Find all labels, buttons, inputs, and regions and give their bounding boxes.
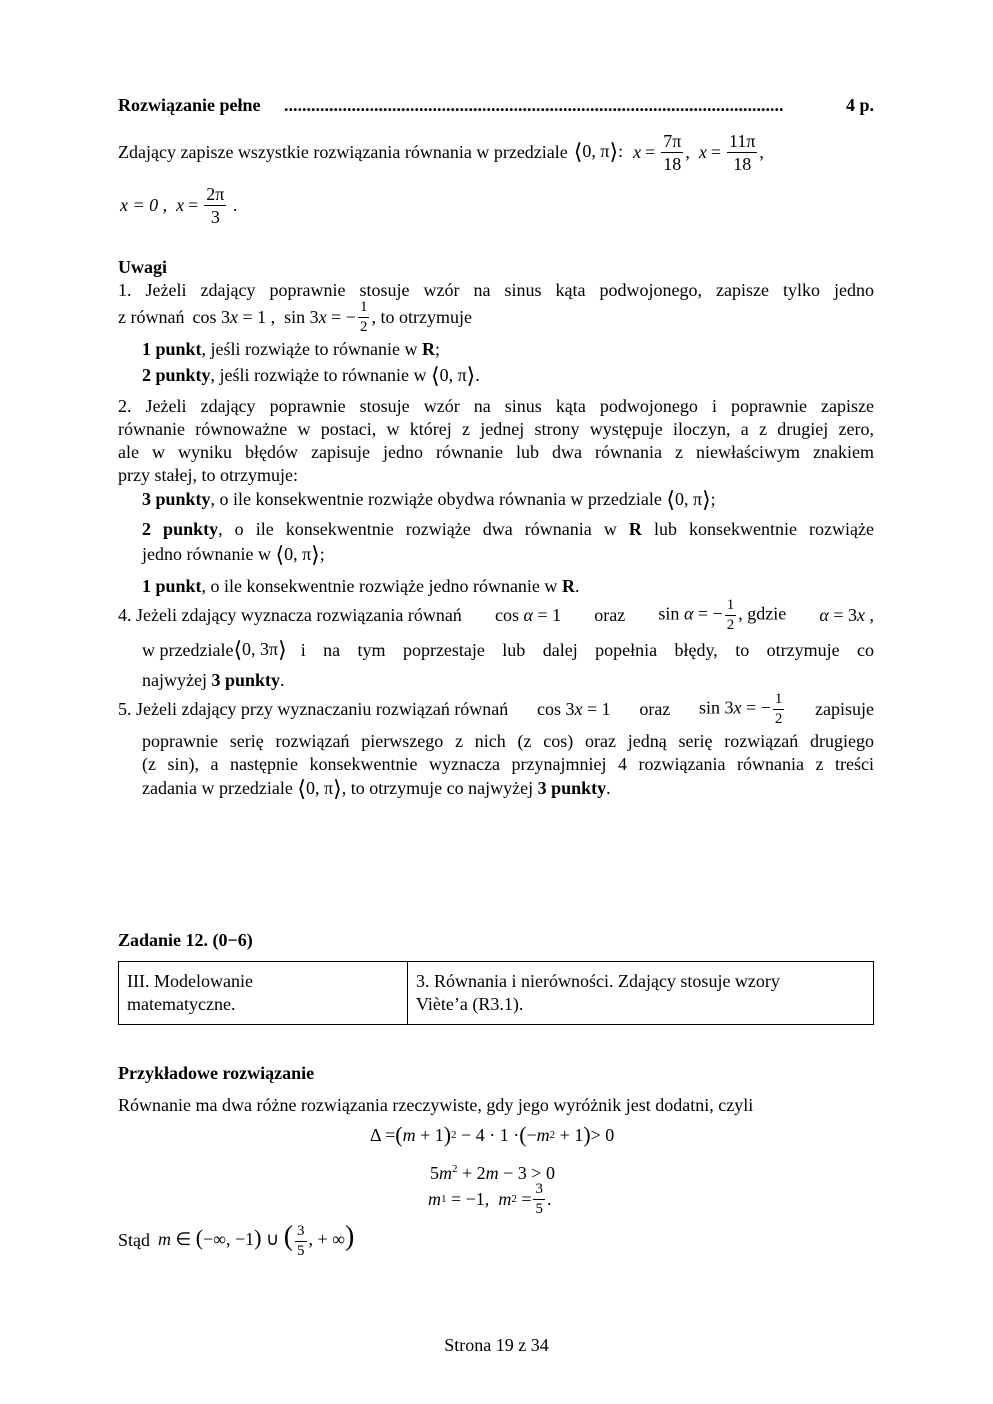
uwagi-item1-sub2: 2 punkty, jeśli rozwiąże to równanie w ⟨0, π⟩. <box>142 363 480 388</box>
item2-sub1-bold: 3 punkty <box>142 489 211 509</box>
section-heading-row <box>118 94 874 116</box>
roots-line: m 1 = −1, m 2 = $\frac{3}{5}$ . <box>428 1180 552 1217</box>
sol1-num: 7π <box>663 130 682 151</box>
solution-fraction-2 <box>727 132 757 173</box>
item1-sub1-bold: 1 punkt <box>142 339 202 359</box>
uwagi-item2-sub1: 3 punkty, o ile konsekwentnie rozwiąże obydwa równania w przedziale ⟨0, π⟩; <box>142 487 716 512</box>
uwagi-item2-sub3: 1 punkt, o ile konsekwentnie rozwiąże jedno równanie w R. <box>142 576 580 596</box>
uwagi-item4-line1: 4. Jeżeli zdający wyznacza rozwiązania równań cos α = 1 oraz sin α = − $\frac{1}{2}$ , gdzie α = 3x , <box>118 596 874 633</box>
item4-line3-bold: 3 punkty <box>211 670 281 690</box>
item4-line3-a: najwyżej <box>142 670 207 690</box>
item1-sub2-rest: , jeśli rozwiąże to równanie w <box>210 365 427 385</box>
uwagi-item1-sub1: 1 punkt, jeśli rozwiąże to równanie w R; <box>142 339 440 359</box>
item4-gdzie: , gdzie <box>738 603 787 624</box>
task-area-cell <box>119 962 408 1025</box>
uwagi-heading: Uwagi <box>118 257 167 277</box>
solution-fraction-4 <box>204 185 226 226</box>
interval: ⟨0, π⟩: <box>573 139 624 164</box>
sol2-num: 11π <box>728 130 756 151</box>
uwagi-item2-sub2 <box>142 518 874 540</box>
item5-line4-a: zadania w przedziale <box>142 778 293 798</box>
uwagi-item5-line2: poprawnie serię rozwiązań pierwszego z nich (z cos) oraz jedną serię rozwiązań drugiego <box>142 731 874 751</box>
conclusion-line: Stąd m ∈ (−∞, −1) ∪ ( $\frac{3}{5}$ , + ∞) <box>118 1221 355 1259</box>
uwagi-item2-line4: przy stałej, to otrzymuje: <box>118 465 298 485</box>
uwagi-item4-line3: najwyżej 3 punkty. <box>142 670 285 690</box>
solution-line1: Równanie ma dwa różne rozwiązania rzeczywiste, gdy jego wyróżnik jest dodatni, czyli <box>118 1095 754 1115</box>
item5-oraz: oraz <box>639 698 671 719</box>
sol4-den: 3 <box>210 206 220 227</box>
item1-sub1-R: R <box>421 339 435 359</box>
item5-text-a: 5. Jeżeli zdający przy wyznaczaniu rozwiązań równań <box>118 698 509 719</box>
item2-sub1-rest: , o ile konsekwentnie rozwiąże obydwa równania w przedziale <box>210 489 662 509</box>
item5-zapisuje: zapisuje <box>815 698 874 719</box>
sol4-num: 2π <box>206 183 225 204</box>
sol2-den: 18 <box>733 153 752 174</box>
section-heading: Rozwiązanie pełne <box>118 95 261 115</box>
var-x: x <box>633 141 642 162</box>
task-requirement-cell <box>408 962 874 1025</box>
task-req-line1: 3. Równania i nierówności. Zdający stosuje wzory <box>416 971 780 991</box>
solutions-line-2: x = 0 , x = $\frac{2\pi}{3}$ . <box>120 183 238 227</box>
interval-text: 0, π <box>582 141 610 161</box>
item5-line4-b: , to otrzymuje co najwyżej <box>341 778 534 798</box>
uwagi-item5-line3: (z sin), a następnie konsekwentnie wyznacza przynajmniej 4 rozwiązania równania z treści <box>142 754 874 774</box>
points-label: 4 p. <box>845 95 874 115</box>
dot-leader: ............................................................................................................... <box>284 95 784 115</box>
item4-text-a: 4. Jeżeli zdający wyznacza rozwiązania równań <box>118 604 462 625</box>
uwagi-item1-line2: z równań cos 3x = 1 , sin 3x = − $\frac{1}{2}$ , to otrzymuje <box>118 298 472 335</box>
task-req-line2: Viète’a (R3.1). <box>416 994 524 1014</box>
item2-sub2-bold: 2 punkty <box>142 519 219 539</box>
item2-sub3-rest: , o ile konsekwentnie rozwiąże jedno równanie w <box>201 576 558 596</box>
uwagi-item4-line2: w przedziale ⟨0, 3π⟩ i na tym poprzestaje lub dalej popełnia błędy, to otrzymuje co <box>142 637 874 662</box>
solutions-line: Zdający zapisze wszystkie rozwiązania równania w przedziale ⟨0, π⟩: x = $\frac{7\pi}{18}$ , x = $\frac{11\pi}{18}$ , <box>118 130 764 174</box>
uwagi-item5-line1: 5. Jeżeli zdający przy wyznaczaniu rozwiązań równań cos 3x = 1 oraz sin 3x = − $\frac{1}{2}$ zapisuje <box>118 690 874 727</box>
conclusion-text: Stąd <box>118 1229 151 1250</box>
item4-line2-b: i na tym poprzestaje lub dalej popełnia błędy, to otrzymuje co <box>300 639 874 660</box>
uwagi-item2-line1: 2. Jeżeli zdający poprawnie stosuje wzór na sinus kąta podwojonego i poprawnie zapisze <box>118 396 874 416</box>
quadratic-inequality: $5m^2 + 2m - 3 > 0$ <box>430 1163 555 1183</box>
task-info-table <box>118 961 874 1025</box>
uwagi-item5-line4: zadania w przedziale ⟨0, π⟩, to otrzymuje co najwyżej 3 punkty. <box>142 776 611 801</box>
item1-sub1-rest: , jeśli rozwiąże to równanie w <box>201 339 418 359</box>
intro-text: Zdający zapisze wszystkie rozwiązania równania w przedziale <box>118 141 568 162</box>
item1-sub2-bold: 2 punkty <box>142 365 211 385</box>
item1-text-a: z równań <box>118 306 185 327</box>
task-heading: Zadanie 12. (0−6) <box>118 930 253 950</box>
item4-oraz: oraz <box>594 604 626 625</box>
item1-text-b: , to otrzymuje <box>371 306 472 327</box>
discriminant-equation: Δ = ( m + 1 ) 2 − 4 · 1 · ( − m 2 + 1 ) > 0 <box>370 1122 615 1147</box>
item2-sub3-bold: 1 punkt <box>142 576 202 596</box>
page-footer: Strona 19 z 34 <box>444 1335 549 1355</box>
solution-heading: Przykładowe rozwiązanie <box>118 1063 315 1083</box>
solution-fraction-1 <box>661 132 683 173</box>
item2-sub3-R: R <box>561 576 575 596</box>
sol1-den: 18 <box>663 153 682 174</box>
task-area-line1: III. Modelowanie <box>127 971 253 991</box>
item4-line2-a: w przedziale <box>142 639 234 660</box>
task-area-line2: matematyczne. <box>127 994 236 1014</box>
uwagi-item2-line3: ale w wyniku błędów zapisuje jedno równanie lub dwa równania z niewłaściwym znakiem <box>118 442 874 462</box>
item5-line4-bold: 3 punkty <box>537 778 607 798</box>
item2-sub2-rest2: lub konsekwentnie rozwiąże <box>653 519 874 539</box>
uwagi-item2-line2: równanie równoważne w postaci, w której z jednej strony występuje iloczyn, a z drugiej zero, <box>118 419 874 439</box>
solution-zero: x = 0 <box>120 194 159 215</box>
item2-sub2-rest: , o ile konsekwentnie rozwiąże dwa równania w <box>218 519 617 539</box>
uwagi-item2-sub2-line2: jedno równanie w ⟨0, π⟩; <box>142 542 325 567</box>
item2-sub2-R: R <box>628 519 642 539</box>
uwagi-item1-line1: 1. Jeżeli zdający poprawnie stosuje wzór na sinus kąta podwojonego, zapisze tylko jedno <box>118 280 874 300</box>
item2-sub2-line2-text: jedno równanie w <box>142 544 271 564</box>
